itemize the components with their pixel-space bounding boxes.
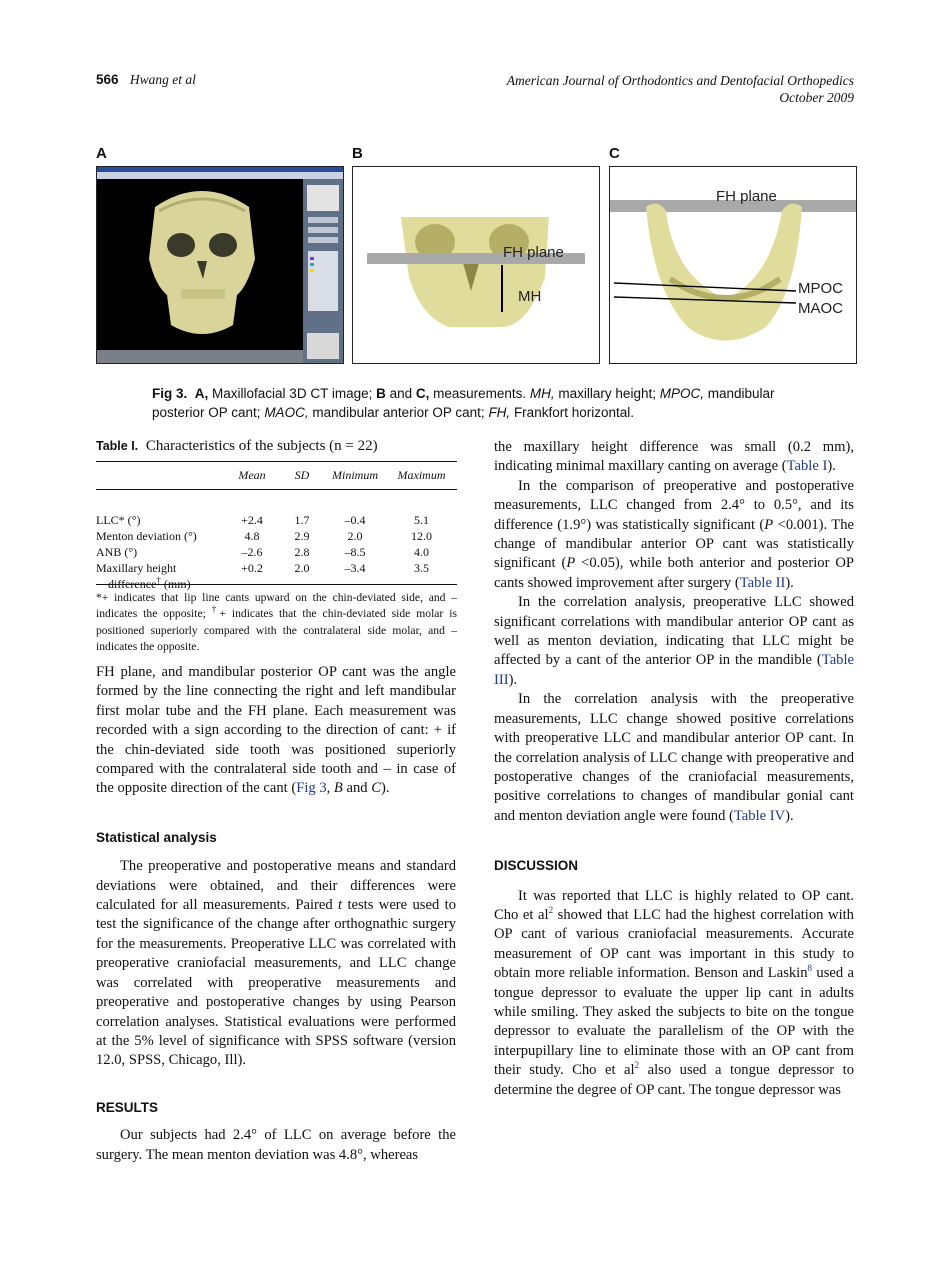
body-text: FH plane, and mandibular posterior OP cant was the angle formed by the line connecting the right and left mandibular first molar tube and the FH plane. Each measurement was recorded with a sign according to the direction of cant: + if the chin-deviated side tooth was positioned superiorly compared with the contralateral side tooth and – in case of the opposite direction of the cant ( bbox=[96, 664, 456, 797]
table-cell: –8.5 bbox=[344, 545, 366, 559]
paragraph bbox=[96, 857, 456, 1070]
body-text: P bbox=[566, 555, 576, 572]
ct-software-screenshot bbox=[97, 167, 343, 363]
body-text: ). bbox=[785, 807, 794, 824]
table-cell: ANB (°) bbox=[96, 545, 138, 559]
body-text: In the correlation analysis, preoperative LLC showed significant correlations with mandibular anterior OP cant as well as menton deviation, indicating that LLC might be affected by a cant of the anterior OP in the mandible ( bbox=[494, 594, 854, 669]
table-cell-text: difference bbox=[108, 577, 157, 591]
mandible-measurement-diagram bbox=[610, 167, 856, 363]
panel-label-a: A bbox=[96, 145, 107, 162]
journal-name: American Journal of Orthodontics and Dentofacial Orthopedics bbox=[506, 73, 854, 88]
table-cell: Maxillary height bbox=[96, 561, 177, 575]
caption-text: mandibular anterior OP cant; bbox=[308, 405, 489, 420]
table-cell: 12.0 bbox=[411, 529, 432, 543]
page-number: 566 bbox=[96, 72, 119, 87]
table-cell: 2.0 bbox=[347, 529, 363, 543]
table-label: Table I. bbox=[96, 439, 139, 453]
left-column bbox=[96, 663, 456, 1165]
body-text: The preoperative and postoperative means and standard deviations were obtained, and their differences were calculated for all measurements. Paired bbox=[96, 858, 456, 914]
reference-link[interactable]: 8 bbox=[807, 963, 813, 974]
footnote-text: *+ indicates that lip line cants upward on the chin-deviated side, and – indicates the opposite; bbox=[96, 591, 457, 621]
caption-text: maxillary height; bbox=[554, 386, 660, 401]
table-cell: 2.9 bbox=[294, 529, 310, 543]
paragraph bbox=[494, 887, 854, 1100]
running-header-right bbox=[507, 72, 854, 106]
caption-fig-num: Fig 3. bbox=[152, 386, 188, 401]
body-text: P bbox=[764, 516, 774, 533]
caption-b: B bbox=[376, 386, 386, 401]
paragraph bbox=[494, 593, 854, 690]
mpoc-label: MPOC bbox=[798, 280, 843, 297]
table-header: Mean bbox=[224, 462, 280, 490]
table-row bbox=[96, 512, 457, 528]
fig-link[interactable]: Fig 3 bbox=[296, 780, 327, 797]
table-footnote bbox=[96, 590, 457, 656]
caption-abbrev: MAOC, bbox=[264, 405, 309, 420]
table-cell: 3.5 bbox=[414, 561, 429, 575]
maxilla-measurement-diagram bbox=[353, 167, 599, 363]
figure-caption bbox=[152, 384, 812, 422]
table-cell: Menton deviation (°) bbox=[96, 529, 197, 543]
footnote-text: + indicates that the chin-deviated side molar is positioned superiorly compared with the contralateral side molar, and – indicates the opposite. bbox=[96, 607, 457, 654]
dagger-mark: † bbox=[156, 575, 161, 585]
table-cell: +0.2 bbox=[241, 561, 263, 575]
body-text: B bbox=[333, 780, 343, 797]
paragraph: Our subjects had 2.4° of LLC on average before the surgery. The mean menton deviation was 4.8°, whereas bbox=[96, 1127, 456, 1163]
maoc-label: MAOC bbox=[798, 300, 843, 317]
table-bottom-rule bbox=[96, 584, 457, 585]
table-title bbox=[96, 438, 456, 455]
body-text: In the comparison of preoperative and postoperative measurements, LLC changed from 2.4° to 0.5°, and its difference (1.9°) was statistically significant ( bbox=[494, 477, 854, 533]
body-text: tests were used to test the significance of the change after orthognathic surgery for the measurements. Preoperative LLC was correlated with preoperative craniofacial measurements, and LLC change was correlated with preoperative measurements and preoperative and postoperative changes by using Pearson correlation analyses. Statistical evaluations were performed at the 5% level of significance with SPSS software (version 12.0, SPSS, Chicago, Ill). bbox=[96, 897, 456, 1069]
section-heading: RESULTS bbox=[96, 1099, 159, 1115]
table-cell: 5.1 bbox=[414, 513, 429, 527]
paragraph bbox=[494, 690, 854, 826]
table-cell: 1.7 bbox=[294, 513, 310, 527]
issue-date: October 2009 bbox=[779, 90, 854, 105]
paragraph bbox=[494, 477, 854, 593]
panel-label-b: B bbox=[352, 145, 363, 162]
caption-text: mandibular posterior OP cant; bbox=[152, 386, 775, 420]
body-text: the maxillary height difference was small (0.2 mm), indicating minimal maxillary canting on average ( bbox=[494, 439, 854, 475]
table-caption: Characteristics of the subjects (n = 22) bbox=[145, 438, 378, 454]
right-column bbox=[494, 438, 854, 1100]
figure-panel-c bbox=[609, 166, 857, 364]
table-link[interactable]: Table II bbox=[739, 574, 786, 591]
mh-label: MH bbox=[518, 288, 542, 305]
body-text: ). bbox=[380, 780, 390, 797]
table-link[interactable]: Table IV bbox=[733, 807, 786, 824]
caption-c: C, bbox=[415, 386, 430, 401]
body-text: t bbox=[338, 897, 343, 914]
body-text: , bbox=[326, 780, 334, 797]
table-row bbox=[96, 560, 457, 576]
table-cell: 2.0 bbox=[294, 561, 310, 575]
table-link[interactable]: Table I bbox=[786, 458, 828, 475]
caption-a: A, bbox=[194, 386, 209, 401]
body-text: also used a tongue depressor to determine the degree of OP cant. The tongue depressor was bbox=[494, 1062, 855, 1098]
body-text: ). bbox=[827, 458, 836, 475]
caption-abbrev: MH, bbox=[529, 386, 555, 401]
body-text: <0.05), while both anterior and posterior OP cants showed improvement after surgery ( bbox=[494, 555, 854, 591]
caption-text: measurements. bbox=[429, 386, 530, 401]
table-header bbox=[96, 462, 224, 490]
body-text: ). bbox=[508, 671, 518, 688]
table-header: Maximum bbox=[386, 462, 457, 490]
table-cell: 4.0 bbox=[414, 545, 429, 559]
table-header: SD bbox=[280, 462, 324, 490]
reference-link[interactable]: 2 bbox=[634, 1060, 640, 1071]
body-text: used a tongue depressor to evaluate the upper lip cant in adults while smiling. They asked the subjects to bite on the tongue depressor to evaluate the parallelism of the OP with the interpupillary line to eliminate those with an OP cant from their study. Cho et al bbox=[494, 965, 854, 1079]
fh-plane-label-c: FH plane bbox=[716, 188, 777, 205]
body-text: ). bbox=[785, 574, 794, 591]
figure-panel-a bbox=[96, 166, 344, 364]
paragraph bbox=[494, 438, 854, 477]
table-link[interactable]: Table III bbox=[494, 652, 854, 688]
table-cell: 4.8 bbox=[244, 529, 260, 543]
table-cell: 2.8 bbox=[294, 545, 310, 559]
fh-plane-label-b: FH plane bbox=[503, 244, 564, 261]
figure-panel-b bbox=[352, 166, 600, 364]
table-header: Minimum bbox=[324, 462, 386, 490]
section-heading: Statistical analysis bbox=[96, 829, 217, 845]
caption-text: Frankfort horizontal. bbox=[510, 405, 634, 420]
body-text: showed that LLC had the highest correlation with OP cant of various craniofacial measurements. Accurate measurement of OP cant was important in this study to obtain more reliable information. Benson and Laskin bbox=[494, 906, 854, 982]
body-text: and bbox=[342, 780, 372, 797]
section-heading: DISCUSSION bbox=[494, 858, 579, 874]
body-text: It was reported that LLC is highly related to OP cant. Cho et al bbox=[494, 887, 854, 923]
table-cell: –2.6 bbox=[241, 545, 263, 559]
caption-abbrev: FH, bbox=[488, 405, 511, 420]
table-cell-text: (mm) bbox=[160, 577, 191, 591]
running-authors: Hwang et al bbox=[129, 72, 196, 87]
caption-abbrev: MPOC, bbox=[659, 386, 704, 401]
body-text: <0.001). The change of mandibular anterior OP cant was statistically significant ( bbox=[494, 516, 854, 572]
body-text: C bbox=[371, 780, 381, 797]
caption-text: Maxillofacial 3D CT image; bbox=[208, 386, 377, 401]
table-row bbox=[96, 544, 457, 560]
table-row bbox=[96, 528, 457, 544]
dagger-mark: † bbox=[211, 604, 220, 615]
caption-text: and bbox=[385, 386, 416, 401]
characteristics-table bbox=[96, 461, 457, 592]
table-cell: –0.4 bbox=[344, 513, 366, 527]
body-text: In the correlation analysis with the preoperative measurements, LLC change showed positive correlations with preoperative LLC and mandibular anterior OP cant. In the correlation analysis of LLC change with preoperative and postoperative changes of the craniofacial measurements, positive correlations to changes of mandibular gonial cant and menton deviation angle were found ( bbox=[494, 691, 854, 824]
table-header-row bbox=[96, 462, 457, 490]
running-header-left bbox=[96, 72, 196, 88]
panel-label-c: C bbox=[609, 145, 620, 162]
paragraph bbox=[96, 663, 456, 799]
reference-link[interactable]: 2 bbox=[548, 905, 554, 916]
table-cell: +2.4 bbox=[241, 513, 263, 527]
table-cell: LLC* (°) bbox=[96, 513, 141, 527]
table-cell: –3.4 bbox=[344, 561, 366, 575]
